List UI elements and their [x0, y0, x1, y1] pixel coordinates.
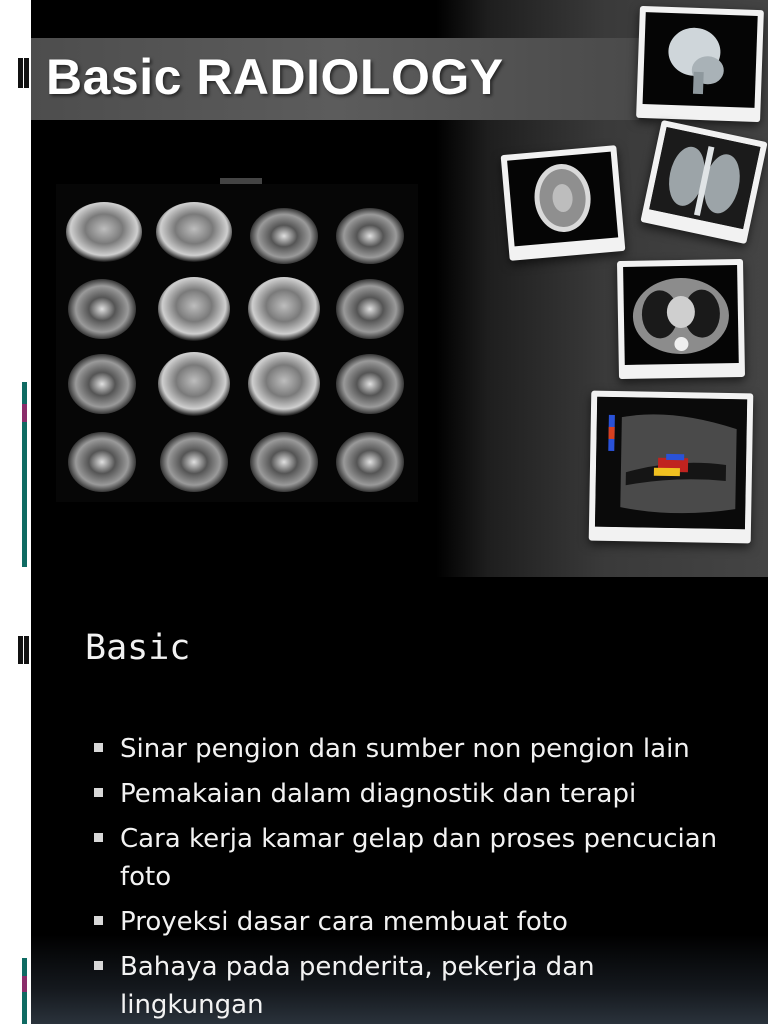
bullet-item: Sinar pengion dan sumber non pengion lain	[90, 730, 740, 768]
left-margin	[0, 0, 31, 1024]
bullet-item: Bahaya pada penderita, pekerja dan lingkungan	[90, 948, 740, 1024]
margin-tab	[22, 958, 27, 976]
margin-tab	[22, 992, 27, 1024]
mri-row-2	[68, 277, 404, 341]
margin-tab	[22, 976, 27, 992]
doppler-ultrasound-thumbnail	[589, 391, 754, 544]
margin-tab	[18, 636, 23, 664]
bullet-item: Cara kerja kamar gelap dan proses pencucian foto	[90, 820, 740, 896]
margin-tab	[24, 58, 29, 88]
bullet-square-icon	[94, 916, 103, 925]
mri-row-4	[68, 432, 404, 492]
bullet-item: Proyeksi dasar cara membuat foto	[90, 903, 740, 941]
mri-row-3	[68, 352, 404, 416]
bullet-square-icon	[94, 743, 103, 752]
slide-title: Basic RADIOLOGY	[46, 49, 504, 105]
chest-xray-thumbnail	[640, 120, 767, 244]
bullet-square-icon	[94, 833, 103, 842]
bullet-square-icon	[94, 788, 103, 797]
bullet-list	[90, 730, 740, 1024]
mri-brain-grid-image	[56, 184, 418, 502]
chest-ct-thumbnail	[617, 259, 745, 379]
bullet-square-icon	[94, 961, 103, 970]
slide-subtitle: Basic	[85, 628, 191, 668]
margin-tab	[24, 636, 29, 664]
margin-tab	[22, 382, 27, 404]
mri-grid-svg	[56, 184, 418, 502]
skull-xray-thumbnail	[636, 6, 764, 122]
bullet-item: Pemakaian dalam diagnostik dan terapi	[90, 775, 740, 813]
margin-tab	[22, 422, 27, 567]
margin-tab	[18, 58, 23, 88]
brain-ct-thumbnail	[501, 145, 626, 261]
margin-tab	[22, 404, 27, 422]
mri-row-1	[66, 202, 404, 264]
